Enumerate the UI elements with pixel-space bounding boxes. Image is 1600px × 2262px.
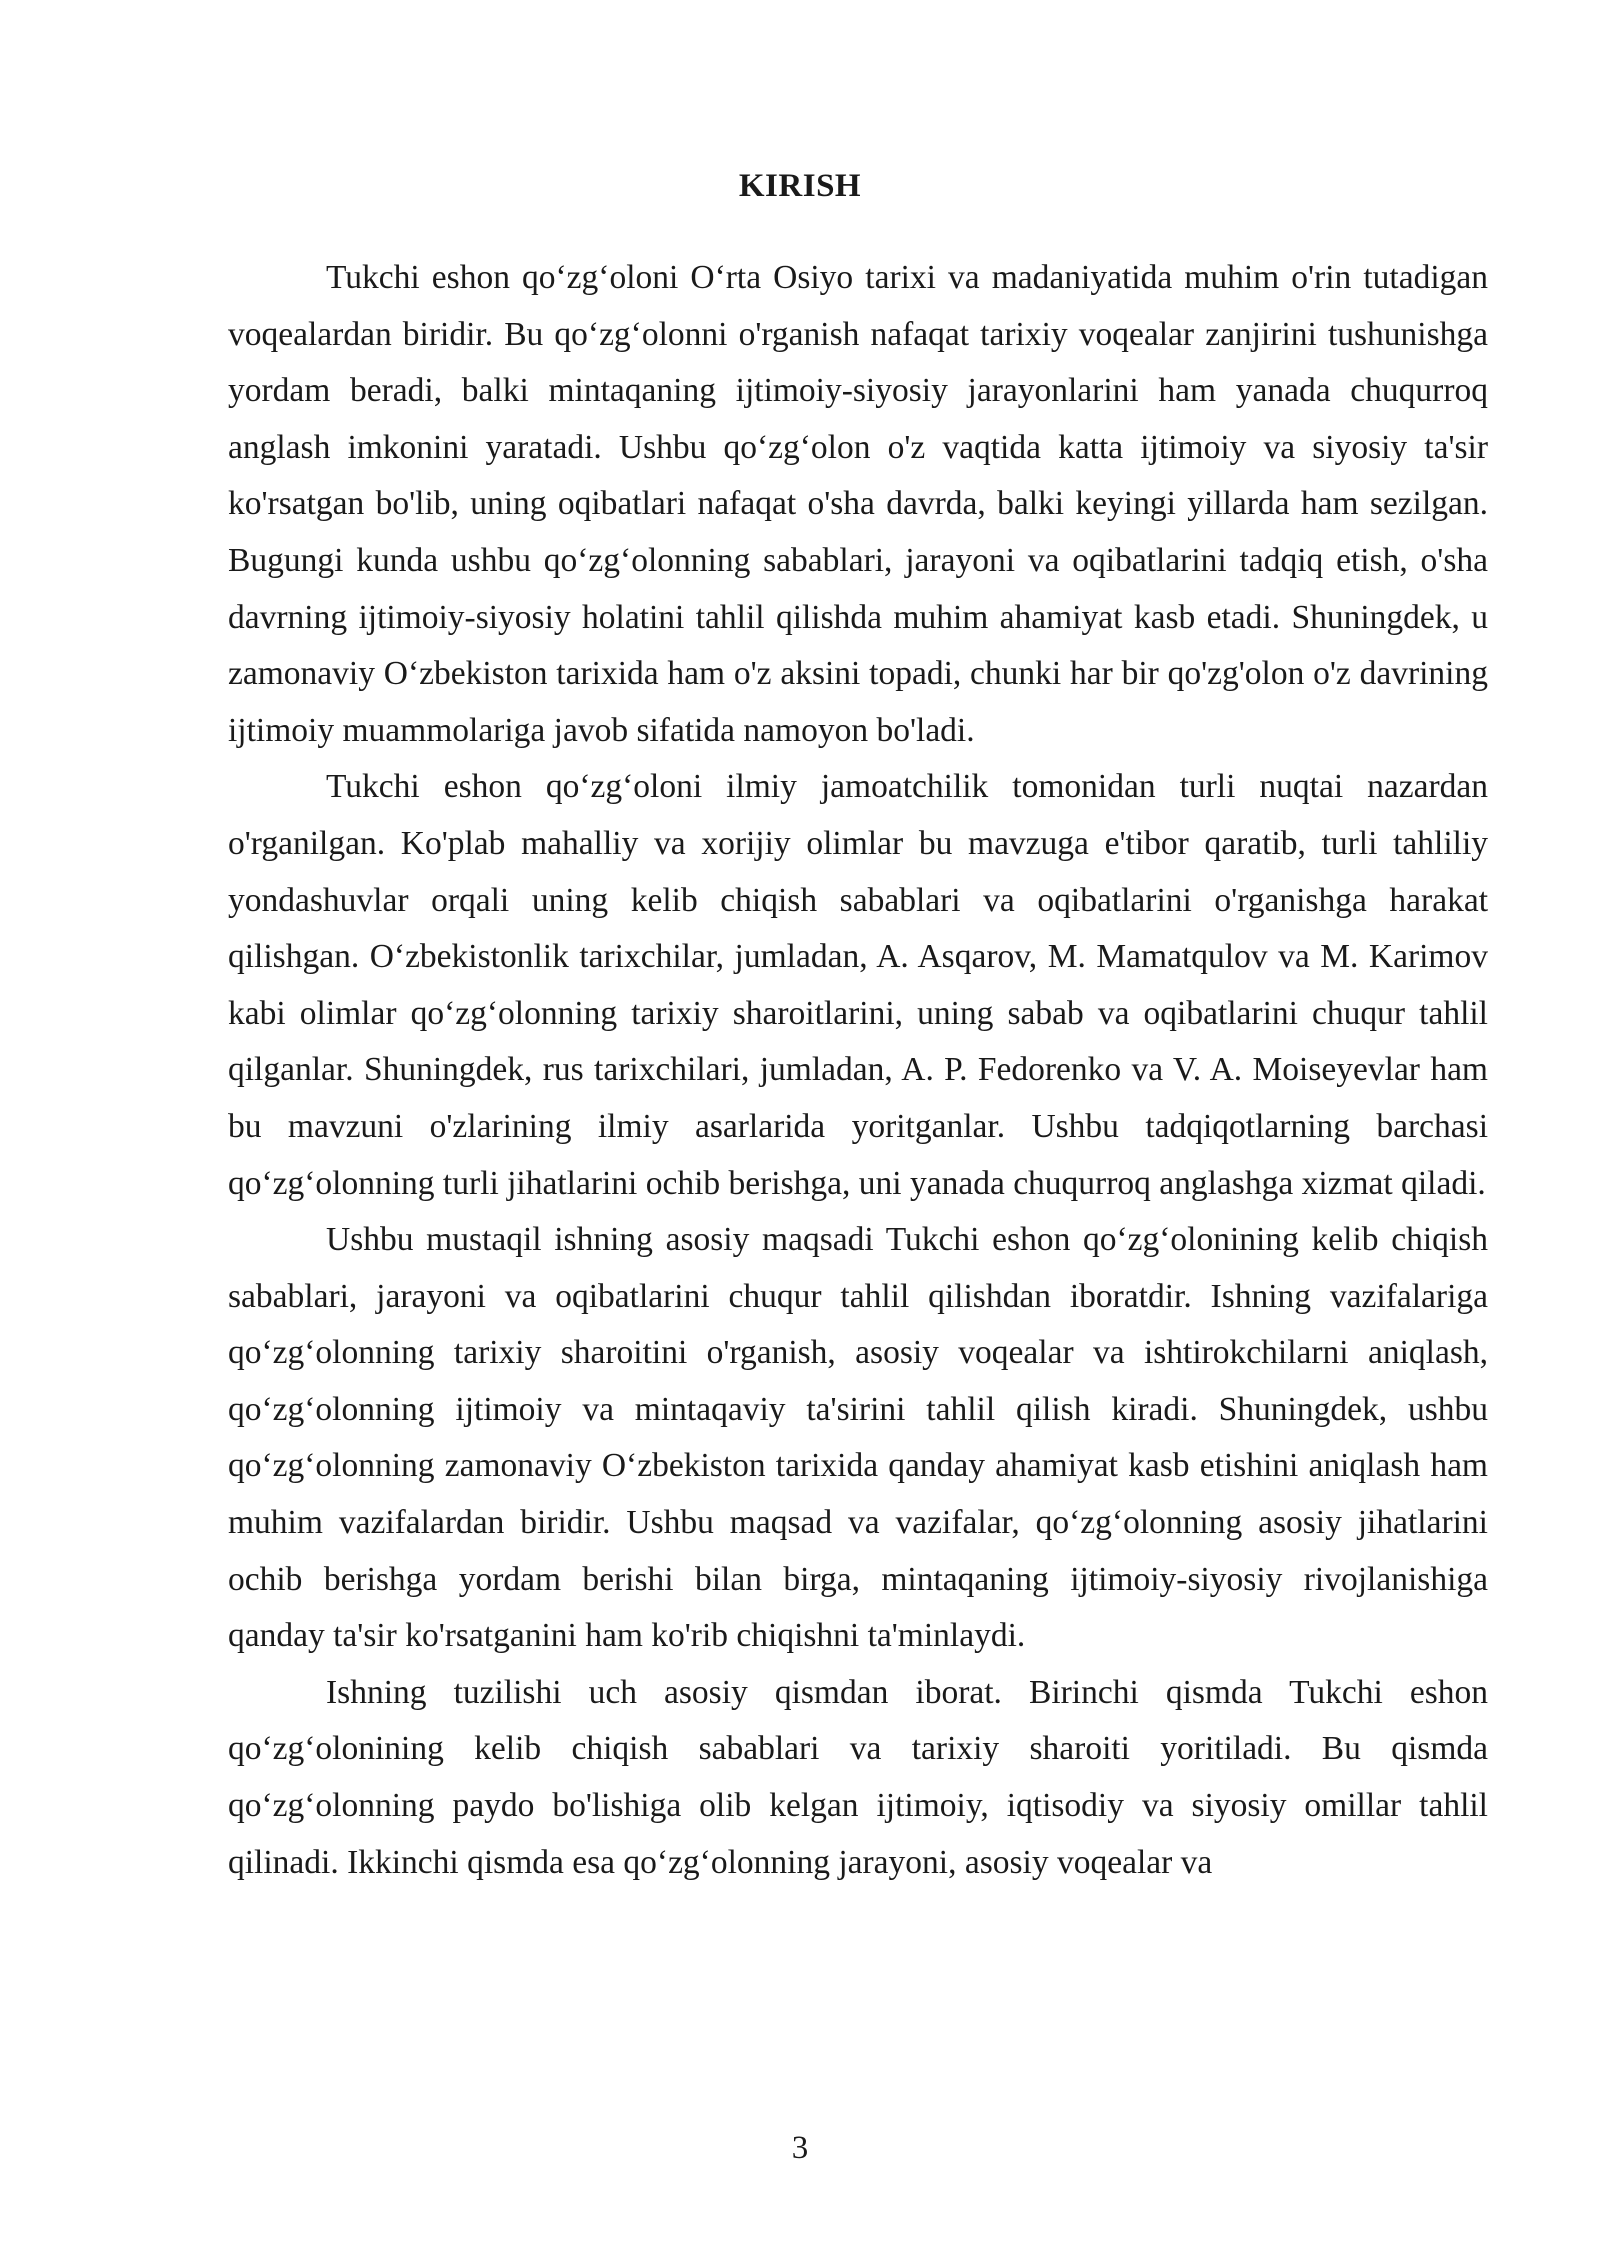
- page-number: 3: [791, 2130, 809, 2166]
- paragraph-2: Tukchi eshon qo‘zg‘oloni ilmiy jamoatchilik tomonidan turli nuqtai nazardan o'rganilgan. Ko'plab mahalliy va xorijiy olimlar bu mavzuga e'tibor qaratib, turli tahliliy yondashuvlar orqali uning kelib chiqish sabablari va oqibatlarini o'rganishga harakat qilishgan. O‘zbekistonlik tarixchilar, jumladan, A. Asqarov, M. Mamatqulov va M. Karimov kabi olimlar qo‘zg‘olonning tarixiy sharoitlarini, uning sabab va oqibatlarini chuqur tahlil qilganlar. Shuningdek, rus tarixchilari, jumladan, A. P. Fedorenko va V. A. Moiseyevlar ham bu mavzuni o'zlarining ilmiy asarlarida yoritganlar. Ushbu tadqiqotlarning barchasi qo‘zg‘olonning turli jihatlarini ochib berishga, uni yanada chuqurroq anglashga xizmat qiladi.: [228, 768, 1488, 1202]
- page-title: KIRISH: [738, 168, 862, 204]
- paragraph-3: Ushbu mustaqil ishning asosiy maqsadi Tukchi eshon qo‘zg‘olonining kelib chiqish sabablari, jarayoni va oqibatlarini chuqur tahlil qilishdan iboratdir. Ishning vazifalariga qo‘zg‘olonning tarixiy sharoitini o'rganish, asosiy voqealar va ishtirokchilarni aniqlash, qo‘zg‘olonning ijtimoiy va mintaqaviy ta'sirini tahlil qilish kiradi. Shuningdek, ushbu qo‘zg‘olonning zamonaviy O‘zbekiston tarixida qanday ahamiyat kasb etishini aniqlash ham muhim vazifalardan biridir. Ushbu maqsad va vazifalar, qo‘zg‘olonning asosiy jihatlarini ochib berishga yordam berishi bilan birga, mintaqaning ijtimoiy-siyosiy rivojlanishiga qanday ta'sir ko'rsatganini ham ko'rib chiqishni ta'minlaydi.: [228, 1221, 1488, 1655]
- paragraph-1: Tukchi eshon qo‘zg‘oloni O‘rta Osiyo tarixi va madaniyatida muhim o'rin tutadigan voqealardan biridir. Bu qo‘zg‘olonni o'rganish nafaqat tarixiy voqealar zanjirini tushunishga yordam beradi, balki mintaqaning ijtimoiy-siyosiy jarayonlarini ham yanada chuqurroq anglash imkonini yaratadi. Ushbu qo‘zg‘olon o'z vaqtida katta ijtimoiy va siyosiy ta'sir ko'rsatgan bo'lib, uning oqibatlari nafaqat o'sha davrda, balki keyingi yillarda ham sezilgan. Bugungi kunda ushbu qo‘zg‘olonning sabablari, jarayoni va oqibatlarini tadqiq etish, o'sha davrning ijtimoiy-siyosiy holatini tahlil qilishda muhim ahamiyat kasb etadi. Shuningdek, u zamonaviy O‘zbekiston tarixida ham o'z aksini topadi, chunki har bir qo'zg'olon o'z davrining ijtimoiy muammolariga javob sifatida namoyon bo'ladi.: [228, 259, 1488, 749]
- paragraph-4: Ishning tuzilishi uch asosiy qismdan iborat. Birinchi qismda Tukchi eshon qo‘zg‘olonining kelib chiqish sabablari va tarixiy sharoiti yoritiladi. Bu qismda qo‘zg‘olonning paydo bo'lishiga olib kelgan ijtimoiy, iqtisodiy va siyosiy omillar tahlil qilinadi. Ikkinchi qismda esa qo‘zg‘olonning jarayoni, asosiy voqealar va: [228, 1673, 1488, 1881]
- document-body: [228, 250, 1488, 1891]
